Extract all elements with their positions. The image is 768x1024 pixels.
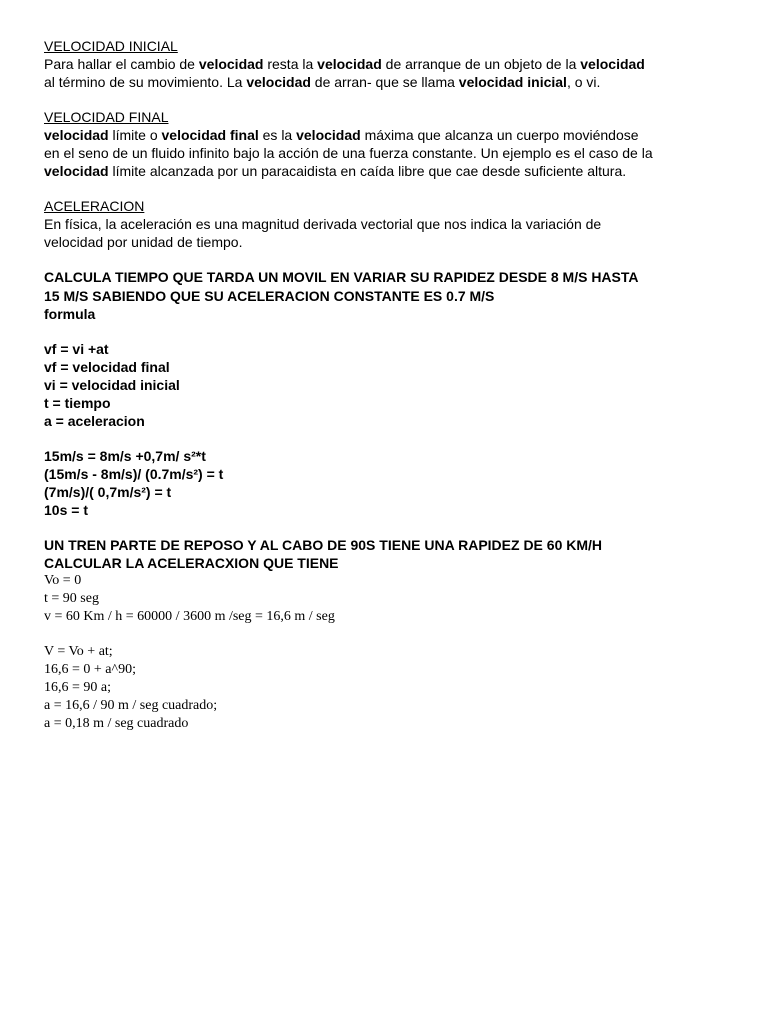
calc-line: a = 16,6 / 90 m / seg cuadrado; [44, 698, 218, 713]
formula-line: vi = velocidad inicial [44, 377, 180, 393]
heading-velocidad-inicial: VELOCIDAD INICIAL [44, 38, 178, 54]
heading-velocidad-final: VELOCIDAD FINAL [44, 109, 169, 125]
calc-line: 16,6 = 0 + a^90; [44, 662, 136, 677]
paragraph-line: Para hallar el cambio de velocidad resta la velocidad de arranque de un objeto de la velocidad [44, 56, 645, 72]
solution-line: (7m/s)/( 0,7m/s²) = t [44, 484, 172, 500]
problem-statement: UN TREN PARTE DE REPOSO Y AL CABO DE 90S TIENE UNA RAPIDEZ DE 60 KM/H [44, 537, 603, 553]
solution-line: (15m/s - 8m/s)/ (0.7m/s²) = t [44, 466, 224, 482]
solution-line: 15m/s = 8m/s +0,7m/ s²*t [44, 448, 206, 464]
problem-statement: CALCULAR LA ACELERACXION QUE TIENE [44, 555, 339, 571]
solution-line: 10s = t [44, 502, 88, 518]
paragraph-line: velocidad límite alcanzada por un paracaidista en caída libre que cae desde suficiente altura. [44, 163, 627, 179]
paragraph-line: velocidad por unidad de tiempo. [44, 234, 243, 250]
formula-line: t = tiempo [44, 395, 111, 411]
formula-line: vf = velocidad final [44, 359, 170, 375]
problem-statement: 15 M/S SABIENDO QUE SU ACELERACION CONSTANTE ES 0.7 M/S [44, 288, 495, 304]
paragraph-line: En física, la aceleración es una magnitud derivada vectorial que nos indica la variación de [44, 216, 602, 232]
paragraph-line: en el seno de un fluido infinito bajo la acción de una fuerza constante. Un ejemplo es el caso de la [44, 145, 653, 161]
heading-aceleracion: ACELERACION [44, 198, 145, 214]
formula-label: formula [44, 306, 96, 322]
paragraph-line: velocidad límite o velocidad final es la velocidad máxima que alcanza un cuerpo moviéndose [44, 127, 639, 143]
calc-line: V = Vo + at; [44, 644, 113, 659]
calc-line: a = 0,18 m / seg cuadrado [44, 716, 189, 731]
calc-line: 16,6 = 90 a; [44, 680, 111, 695]
paragraph-line: al término de su movimiento. La velocidad de arran- que se llama velocidad inicial, o vi. [44, 74, 601, 90]
formula-line: a = aceleracion [44, 413, 145, 429]
formula-line: vf = vi +at [44, 341, 109, 357]
data-line: t = 90 seg [44, 591, 99, 606]
problem-statement: CALCULA TIEMPO QUE TARDA UN MOVIL EN VARIAR SU RAPIDEZ DESDE 8 M/S HASTA [44, 269, 639, 285]
data-line: v = 60 Km / h = 60000 / 3600 m /seg = 16,6 m / seg [44, 609, 335, 624]
data-line: Vo = 0 [44, 573, 82, 588]
